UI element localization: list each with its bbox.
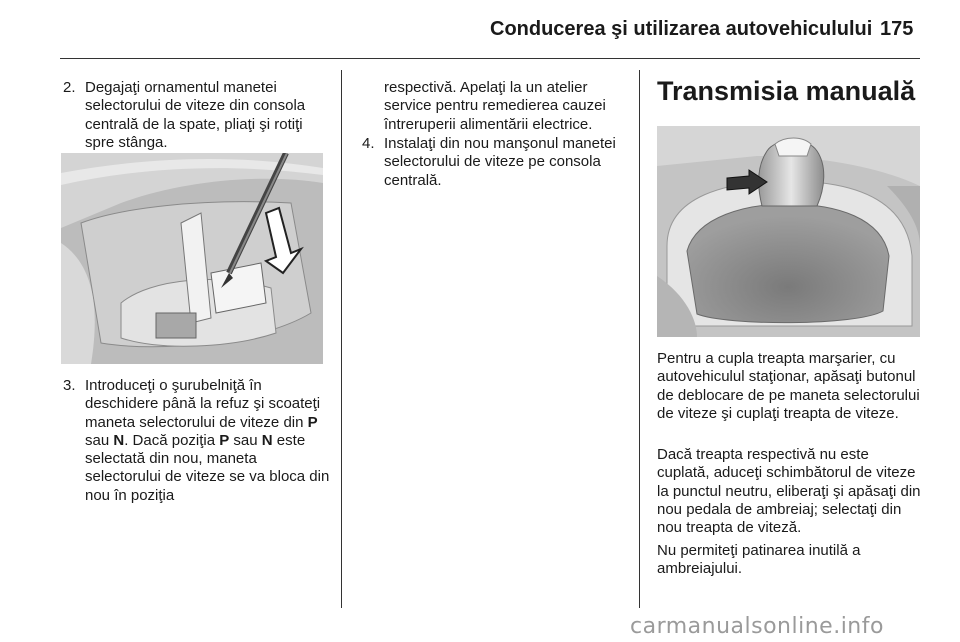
step-2: [63, 79, 333, 152]
gear-lever-illustration-svg: [657, 126, 920, 337]
step-2-text: Degajaţi ornamentul manetei selectorului de viteze din consola centrală de la spate, pliaţi şi rotiţi spre stânga.: [85, 79, 306, 151]
clutch-slip-paragraph: Nu permiteţi patinarea inutilă a ambreiajului.: [657, 542, 861, 578]
step-2-number: 2.: [63, 79, 76, 96]
step-3-text-part: Introduceţi o şurubelniţă în deschidere până la refuz şi scoateţi maneta selectorului de viteze din: [85, 377, 321, 431]
step-3-number: 3.: [63, 377, 76, 394]
step-3-text: [63, 377, 333, 505]
column-divider-right: [639, 70, 640, 608]
step-3-continuation: [362, 79, 632, 134]
step-3-text-part: sau: [85, 431, 114, 449]
gear-not-engaged-paragraph: Dacă treapta respectivă nu este cuplată, aduceţi schimbătorul de viteze la punctul neutru, eliberaţi şi apăsaţi din nou pedala de ambreiaj; selectaţi din nou treapta de viteză.: [657, 446, 921, 537]
gear-position-label: N: [113, 431, 125, 449]
gear-position-label: P: [219, 431, 230, 449]
running-header-title: Conducerea şi utilizarea autovehiculului: [490, 18, 873, 40]
step-3: [63, 377, 333, 505]
page-number: 175: [880, 18, 914, 40]
step-4: [362, 135, 632, 190]
step-4-number: 4.: [362, 135, 375, 152]
reverse-gear-paragraph: Pentru a cupla treapta marşarier, cu autovehiculul staţionar, apăsaţi butonul de deblocare de pe maneta selectorului de viteze şi cuplaţi treapta de viteze.: [657, 350, 920, 422]
gear-position-label: P: [307, 413, 318, 431]
step-3-text-part: sau: [229, 431, 262, 449]
step-3-continuation-text: respectivă. Apelaţi la un atelier service pentru remedierea cauzei întreruperii alimentării electrice.: [384, 79, 606, 133]
column-divider-left: [341, 70, 342, 608]
watermark: carmanualsonline.info: [630, 614, 884, 639]
section-title: Transmisia manuală: [657, 76, 916, 106]
step-3-text-part: . Dacă poziţia: [124, 431, 220, 449]
gear-position-label: N: [261, 431, 273, 449]
screwdriver-illustration-svg: [61, 153, 323, 364]
manual-gear-lever-illustration: [657, 126, 920, 337]
header-rule: [60, 58, 920, 59]
selector-lever-release-illustration: [61, 153, 323, 364]
step-3-text-part: este selectată din nou, maneta selectorului de viteze se va bloca din nou în poziţia: [85, 431, 330, 504]
step-4-text: Instalaţi din nou manşonul manetei selectorului de viteze pe consola centrală.: [384, 135, 616, 189]
